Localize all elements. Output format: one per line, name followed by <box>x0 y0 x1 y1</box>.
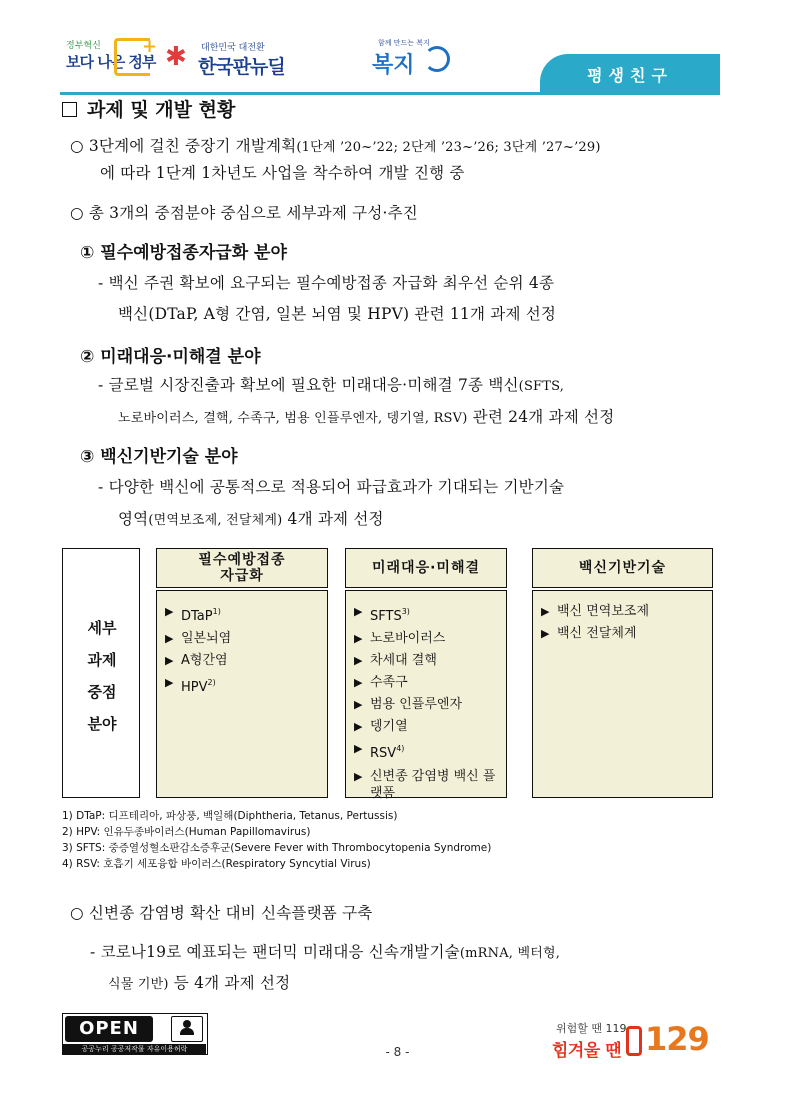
list-item <box>354 672 498 694</box>
section-title <box>62 95 235 122</box>
focus-area-diagram <box>62 548 713 801</box>
plus-icon: + <box>142 36 158 57</box>
triangle-bullet-icon: ▶ <box>354 605 363 618</box>
footnote: 2) HPV: 인유두종바이러스(Human Papillomavirus) <box>62 826 311 838</box>
sub1-line2: 백신(DTaP, A형 간염, 일본 뇌염 및 HPV) 관련 11개 과제 선정 <box>118 305 557 323</box>
section-title-text: 과제 및 개발 현황 <box>87 99 236 121</box>
list-item <box>354 601 498 628</box>
paragraph-plan-line2: 에 따라 1단계 1차년도 사업을 착수하여 개발 진행 중 <box>100 164 465 182</box>
plan-line1-main: ○ 3단계에 걸친 중장기 개발계획 <box>70 137 297 155</box>
item-text: 차세대 결핵 <box>370 653 437 668</box>
page-header <box>0 30 795 95</box>
column-title-line1: 필수예방접종 <box>198 552 286 568</box>
triangle-bullet-icon: ▶ <box>354 698 363 711</box>
sub2-line1-small: (SFTS, <box>518 379 565 394</box>
checkbox-square-icon <box>62 102 77 117</box>
item-text: 백신 면역보조제 <box>557 604 650 619</box>
list-item <box>165 650 319 672</box>
subsection-3-title: ③ 백신기반기술 분야 <box>80 447 238 467</box>
item-text: DTaP <box>181 609 213 624</box>
list-item <box>354 650 498 672</box>
sub2-line2-small: 노로바이러스, 결핵, 수족구, 범용 인플루엔자, 뎅기열, RSV) <box>118 411 468 426</box>
sub2-line1 <box>98 370 564 402</box>
column-head-future-response <box>345 548 507 588</box>
platform-line2-small: 식물 기반) <box>108 977 169 992</box>
item-text: A형간염 <box>181 653 228 668</box>
hotline-number: 129 <box>645 1020 709 1058</box>
list-item <box>541 601 704 623</box>
item-text: 신변종 감염병 백신 플랫폼 <box>370 769 496 801</box>
hotline-line2: 힘겨울 땐 <box>552 1041 622 1061</box>
sub3-line2-main: 영역 <box>118 510 149 528</box>
list-item <box>354 716 498 738</box>
person-head-shape <box>183 1020 191 1028</box>
sub3-line1: - 다양한 백신에 공통적으로 적용되어 파급효과가 기대되는 기반기술 <box>98 478 565 496</box>
bokji-logo-small: 함께 만드는 복지 <box>378 39 430 47</box>
item-text: HPV <box>181 680 208 695</box>
row-label-line: 과제 <box>87 651 117 669</box>
person-body-shape <box>180 1028 194 1035</box>
footnotes <box>62 808 491 872</box>
platform-line2-main: 등 4개 과제 선정 <box>168 974 291 992</box>
section-tab-banner <box>540 54 720 92</box>
column-title-line1: 백신기반기술 <box>578 560 667 576</box>
sub3-line2-end: 4개 과제 선정 <box>282 510 384 528</box>
footnote: 4) RSV: 호흡기 세포융합 바이러스(Respiratory Syncytial Virus) <box>62 858 371 870</box>
item-text: SFTS <box>370 609 402 624</box>
sub2-line2-main: 관련 24개 과제 선정 <box>467 408 615 426</box>
triangle-bullet-icon: ▶ <box>354 742 363 755</box>
item-text: 뎅기열 <box>370 719 408 734</box>
sub3-line2 <box>118 504 384 536</box>
row-label-line: 분야 <box>87 715 117 733</box>
open-logo-text: OPEN <box>79 1018 139 1039</box>
row-label-line: 세부 <box>87 619 117 637</box>
sub2-line1-main: - 글로벌 시장진출과 확보에 필요한 미래대응·미해결 7종 백신 <box>98 376 519 394</box>
list-item <box>354 738 498 765</box>
sub3-line2-small: (면역보조제, 전달체계) <box>148 513 283 528</box>
row-label-line: 중점 <box>87 683 117 701</box>
gov-logo-line1: 정부혁신 <box>66 41 101 51</box>
column-body-future-response <box>345 590 507 801</box>
column-title-line2: 자급화 <box>220 568 264 584</box>
platform-line2 <box>108 968 290 1000</box>
list-item <box>165 672 319 699</box>
item-text: 일본뇌염 <box>181 631 232 646</box>
column-body-base-technology <box>532 590 713 798</box>
attribution-person-icon <box>171 1016 203 1042</box>
open-logo <box>65 1016 153 1042</box>
sub1-line1: - 백신 주권 확보에 요구되는 필수예방접종 자급화 최우선 순위 4종 <box>98 274 555 292</box>
list-item <box>541 623 704 645</box>
list-item <box>354 694 498 716</box>
item-text: 범용 인플루엔자 <box>370 697 463 712</box>
list-item <box>354 628 498 650</box>
triangle-bullet-icon: ▶ <box>165 676 174 689</box>
gov-logo-line2: 보다 나은 정부 <box>66 53 156 71</box>
footnote-ref: 1) <box>212 607 221 616</box>
hotline-line1: 위험할 땐 119 <box>556 1022 627 1035</box>
item-text: RSV <box>370 746 397 761</box>
footnote-ref: 3) <box>401 607 410 616</box>
page-number: - 8 - <box>385 1045 410 1059</box>
open-license-caption: 공공누리 공공저작물 자유이용허락 <box>63 1044 206 1054</box>
phone-icon <box>626 1026 642 1056</box>
triangle-bullet-icon: ▶ <box>541 627 550 640</box>
column-head-base-technology <box>532 548 713 588</box>
paragraph-focus-areas: ○ 총 3개의 중점분야 중심으로 세부과제 구성·추진 <box>70 204 418 222</box>
triangle-bullet-icon: ▶ <box>541 605 550 618</box>
bokji-logo <box>372 38 452 80</box>
platform-line1-main: - 코로나19로 예표되는 팬더믹 미래대응 신속개발기술 <box>90 943 460 961</box>
footnote: 1) DTaP: 디프테리아, 파상풍, 백일해(Diphtheria, Tetanus, Pertussis) <box>62 810 398 822</box>
item-text: 수족구 <box>370 675 408 690</box>
plan-line1-small: (1단계 ’20~’22; 2단계 ’23~’26; 3단계 ’27~’29) <box>296 140 601 155</box>
footnote: 3) SFTS: 중증열성혈소판감소증후군(Severe Fever with Thrombocytopenia Syndrome) <box>62 842 492 854</box>
diagram-row-label-box <box>62 548 140 798</box>
korean-new-deal-logo <box>165 38 305 80</box>
item-text: 백신 전달체계 <box>557 626 637 641</box>
platform-line1 <box>90 937 560 969</box>
list-item <box>165 628 319 650</box>
triangle-bullet-icon: ▶ <box>354 676 363 689</box>
triangle-bullet-icon: ▶ <box>165 654 174 667</box>
triangle-bullet-icon: ▶ <box>165 632 174 645</box>
triangle-bullet-icon: ▶ <box>165 605 174 618</box>
item-text: 노로바이러스 <box>370 631 446 646</box>
triangle-bullet-icon: ▶ <box>354 720 363 733</box>
column-body-essential-vaccine <box>156 590 328 798</box>
platform-line1-small: (mRNA, 벡터형, <box>459 946 561 961</box>
tab-label: 평생친구 <box>587 66 673 85</box>
sub2-line2 <box>118 402 614 434</box>
triangle-bullet-icon: ▶ <box>354 770 363 783</box>
triangle-bullet-icon: ▶ <box>354 632 363 645</box>
subsection-1-title: ① 필수예방접종자급화 분야 <box>80 243 287 263</box>
paragraph-platform: ○ 신변종 감염병 확산 대비 신속플랫폼 구축 <box>70 904 373 922</box>
footnote-ref: 4) <box>396 744 405 753</box>
bokji-logo-big: 복지 <box>372 53 415 78</box>
gov-innovation-logo <box>66 38 156 80</box>
column-head-essential-vaccine <box>156 548 328 588</box>
list-item <box>165 601 319 628</box>
subsection-2-title: ② 미래대응·미해결 분야 <box>80 347 261 367</box>
asterisk-logo-icon: ✱ <box>165 42 187 72</box>
column-title-line1: 미래대응·미해결 <box>372 560 480 576</box>
new-deal-logo-small: 대한민국 대전환 <box>201 43 265 53</box>
footnote-ref: 2) <box>207 678 216 687</box>
list-item <box>354 768 498 802</box>
new-deal-logo-big: 한국판뉴딜 <box>198 56 285 78</box>
ring-icon <box>424 46 450 72</box>
hotline-129-logo <box>548 1018 718 1068</box>
triangle-bullet-icon: ▶ <box>354 654 363 667</box>
